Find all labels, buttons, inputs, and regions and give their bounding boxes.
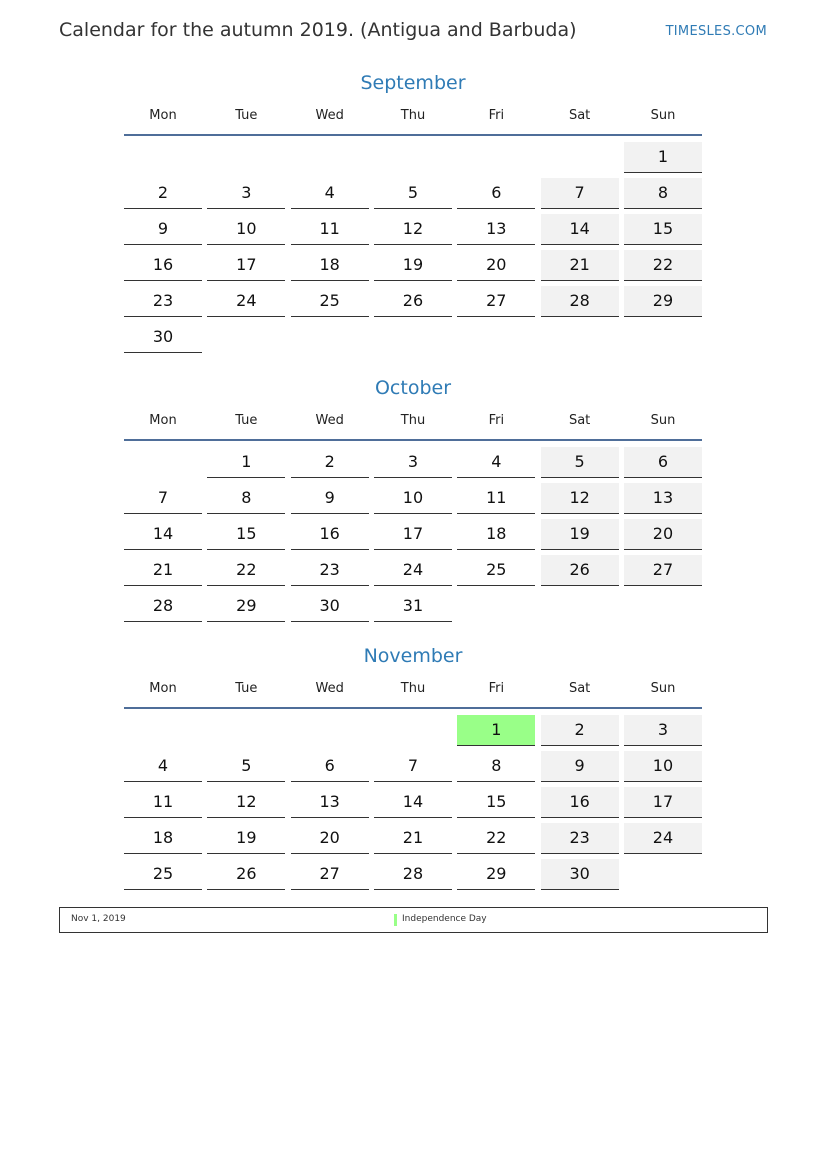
day-empty [207, 715, 285, 746]
day-cell: 5 [541, 447, 619, 478]
day-cell: 26 [374, 286, 452, 317]
day-cell: 24 [374, 555, 452, 586]
day-cell: 18 [124, 823, 202, 854]
weekday-wed: Wed [315, 681, 344, 696]
day-cell: 14 [124, 519, 202, 550]
day-cell: 8 [207, 483, 285, 514]
month-october [124, 375, 702, 622]
day-cell: 29 [624, 286, 702, 317]
brand-link[interactable]: TIMESLES.COM [665, 24, 767, 39]
header-divider [124, 707, 702, 709]
day-empty [124, 142, 202, 173]
day-cell: 31 [374, 591, 452, 622]
month-november [124, 643, 702, 890]
day-cell: 30 [291, 591, 369, 622]
weekday-sun: Sun [650, 681, 676, 696]
day-cell: 2 [541, 715, 619, 746]
day-cell: 23 [541, 823, 619, 854]
day-cell: 29 [207, 591, 285, 622]
day-empty [374, 142, 452, 173]
day-cell: 24 [624, 823, 702, 854]
day-cell: 15 [457, 787, 535, 818]
day-cell: 19 [541, 519, 619, 550]
weekday-wed: Wed [315, 413, 344, 428]
day-cell: 6 [624, 447, 702, 478]
day-cell: 30 [541, 859, 619, 890]
header-divider [124, 439, 702, 441]
day-cell: 22 [457, 823, 535, 854]
days-grid [124, 715, 702, 890]
month-title: October [374, 377, 452, 399]
day-cell: 4 [124, 751, 202, 782]
weekday-thu: Thu [400, 108, 426, 123]
day-cell: 25 [457, 555, 535, 586]
day-cell: 17 [624, 787, 702, 818]
day-cell: 9 [541, 751, 619, 782]
day-cell: 11 [124, 787, 202, 818]
weekday-header [124, 411, 702, 431]
weekday-mon: Mon [149, 681, 177, 696]
day-cell: 11 [291, 214, 369, 245]
weekday-tue: Tue [235, 681, 258, 696]
day-cell: 11 [457, 483, 535, 514]
month-title: November [363, 645, 463, 667]
legend-holiday-name: Independence Day [402, 914, 487, 924]
day-cell: 2 [291, 447, 369, 478]
day-cell: 1 [207, 447, 285, 478]
day-cell: 17 [207, 250, 285, 281]
day-cell: 27 [291, 859, 369, 890]
day-cell: 27 [457, 286, 535, 317]
month-title: September [360, 72, 466, 94]
day-empty [207, 142, 285, 173]
day-cell: 7 [541, 178, 619, 209]
day-empty [291, 142, 369, 173]
day-cell: 12 [207, 787, 285, 818]
day-cell: 10 [624, 751, 702, 782]
day-cell: 3 [374, 447, 452, 478]
day-cell: 10 [374, 483, 452, 514]
day-cell: 29 [457, 859, 535, 890]
day-cell: 28 [374, 859, 452, 890]
weekday-sun: Sun [650, 108, 676, 123]
day-cell: 5 [374, 178, 452, 209]
day-cell: 14 [374, 787, 452, 818]
weekday-tue: Tue [235, 413, 258, 428]
weekday-thu: Thu [400, 681, 426, 696]
day-cell: 9 [291, 483, 369, 514]
day-cell: 23 [124, 286, 202, 317]
day-cell: 13 [291, 787, 369, 818]
day-cell: 26 [541, 555, 619, 586]
day-cell: 15 [207, 519, 285, 550]
day-cell: 9 [124, 214, 202, 245]
day-cell: 20 [624, 519, 702, 550]
page-title: Calendar for the autumn 2019. (Antigua and Barbuda) [59, 19, 577, 41]
day-cell: 2 [124, 178, 202, 209]
weekday-mon: Mon [149, 108, 177, 123]
day-cell: 16 [124, 250, 202, 281]
day-cell: 25 [291, 286, 369, 317]
day-cell: 21 [374, 823, 452, 854]
legend-color-swatch [394, 914, 397, 926]
weekday-sun: Sun [650, 413, 676, 428]
day-empty [374, 715, 452, 746]
day-cell: 22 [207, 555, 285, 586]
day-cell: 25 [124, 859, 202, 890]
day-cell: 15 [624, 214, 702, 245]
day-cell: 20 [457, 250, 535, 281]
legend-date: Nov 1, 2019 [71, 914, 126, 924]
day-cell: 22 [624, 250, 702, 281]
day-empty [291, 715, 369, 746]
day-cell: 3 [207, 178, 285, 209]
day-cell: 26 [207, 859, 285, 890]
day-cell: 18 [457, 519, 535, 550]
day-cell: 24 [207, 286, 285, 317]
day-empty [457, 142, 535, 173]
weekday-fri: Fri [488, 413, 505, 428]
day-cell: 17 [374, 519, 452, 550]
day-cell: 19 [374, 250, 452, 281]
day-cell: 1 [624, 142, 702, 173]
days-grid [124, 447, 702, 622]
day-cell: 21 [124, 555, 202, 586]
day-cell: 27 [624, 555, 702, 586]
day-empty [541, 142, 619, 173]
weekday-header [124, 679, 702, 699]
day-cell: 13 [457, 214, 535, 245]
day-cell: 16 [291, 519, 369, 550]
weekday-sat: Sat [568, 681, 591, 696]
day-empty [124, 447, 202, 478]
day-cell: 28 [124, 591, 202, 622]
header-divider [124, 134, 702, 136]
day-cell: 19 [207, 823, 285, 854]
day-cell: 3 [624, 715, 702, 746]
day-cell: 14 [541, 214, 619, 245]
weekday-wed: Wed [315, 108, 344, 123]
day-cell: 6 [291, 751, 369, 782]
weekday-sat: Sat [568, 108, 591, 123]
weekday-tue: Tue [235, 108, 258, 123]
day-cell: 20 [291, 823, 369, 854]
day-cell: 13 [624, 483, 702, 514]
day-cell: 7 [124, 483, 202, 514]
weekday-thu: Thu [400, 413, 426, 428]
weekday-fri: Fri [488, 108, 505, 123]
day-cell: 4 [457, 447, 535, 478]
day-cell-holiday: 1 [457, 715, 535, 746]
day-cell: 30 [124, 322, 202, 353]
weekday-fri: Fri [488, 681, 505, 696]
day-cell: 28 [541, 286, 619, 317]
day-cell: 10 [207, 214, 285, 245]
day-cell: 12 [541, 483, 619, 514]
day-empty [124, 715, 202, 746]
holiday-legend [59, 907, 768, 933]
day-cell: 5 [207, 751, 285, 782]
weekday-mon: Mon [149, 413, 177, 428]
day-cell: 16 [541, 787, 619, 818]
day-cell: 4 [291, 178, 369, 209]
day-cell: 8 [624, 178, 702, 209]
weekday-header [124, 106, 702, 126]
day-cell: 23 [291, 555, 369, 586]
day-cell: 7 [374, 751, 452, 782]
day-cell: 21 [541, 250, 619, 281]
day-cell: 12 [374, 214, 452, 245]
day-cell: 6 [457, 178, 535, 209]
day-cell: 8 [457, 751, 535, 782]
weekday-sat: Sat [568, 413, 591, 428]
day-cell: 18 [291, 250, 369, 281]
month-september [124, 70, 702, 353]
days-grid [124, 142, 702, 353]
